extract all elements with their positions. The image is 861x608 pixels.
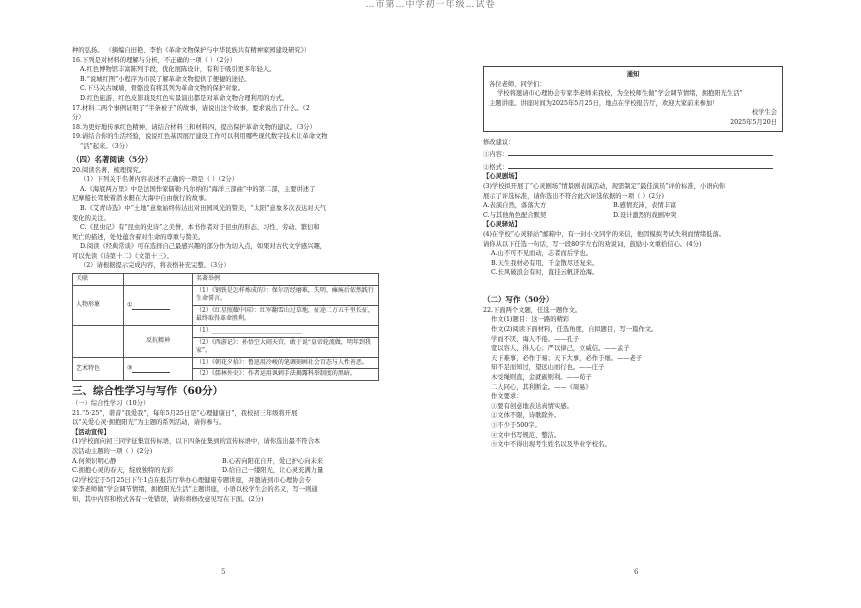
activity-heading: 【活动宣传】 <box>72 428 110 436</box>
requirement-item: ①要有创意地表达真情实感。 <box>491 402 573 410</box>
answer-line[interactable] <box>483 147 783 160</box>
answer-underline <box>508 147 773 156</box>
text-line: 种的弘扬。 （摘编自田艳、李怡《革命文物保护与中华民族共有精神家园建设研究》） <box>72 47 311 54</box>
text-line: (3)学校拟开展了“心灵剧场”情景剧表演活动，现需制定“最佳演员”评价标准，小语向你 <box>483 182 726 190</box>
option-line: C.《昆虫记》有“昆虫的史诗”之美誉，本书作者对于昆虫的形态、习性、劳动、繁衍和 <box>80 224 320 232</box>
text-line: (1)学校面向初三同学征集宣传标语，以下四条征集到的宣传标语中，请你选出最不符合本 <box>72 438 321 446</box>
answer-underline <box>508 160 773 169</box>
option-a: A.表演自然，落落大方 <box>483 202 547 210</box>
text-line: 作文(1)题目：这一路的精彩 <box>491 316 570 324</box>
section-title: （四）名著阅读（5分） <box>72 154 153 164</box>
table-row <box>73 285 379 305</box>
text-line: 家李老师做“学会调节情绪，拥抱阳光生活”主题讲座，小语以校学生会的名义，写一则通 <box>72 486 318 494</box>
text-line: 死亡的描述，处处蕴含着对生命的尊重与赞美。 <box>72 233 205 241</box>
table-cell: （2）《西游记》：孙悟空大闹天宫，敢于说“皇帝轮流做，明年到我家”。 <box>193 337 379 357</box>
table-cell: （2）《儒林外史》：作者运用讽刺手法揭露科举制度的黑暗。 <box>193 369 379 381</box>
text-line: 21.“5·25”，谐音“我爱我”，每年5月25日是“心理健康日”，我校初三年级将开展 <box>72 409 298 417</box>
option-c: C.拥抱心灵的春天，绽放独特的光彩 <box>72 467 174 475</box>
option-line: B.天生我材必有用，千金散尽还复来。 <box>491 259 599 267</box>
notice-box <box>483 66 783 132</box>
quote-line: 学而不厌，诲人不倦。——孔子 <box>491 335 580 343</box>
quote-line: 天下难事，必作于易；天下大事，必作于细。——老子 <box>491 354 643 362</box>
option-line: C.长风破浪会有时，直挂云帆济沧海。 <box>491 269 599 277</box>
requirement-item: ②文体不限，诗歌除外。 <box>491 412 561 420</box>
table-row <box>73 357 379 369</box>
table-cell: （2）《红星照耀中国》：红军翻雪山过草地，征途二万五千里长征，最终取得革命胜利。 <box>193 305 379 325</box>
q22-block <box>483 306 783 392</box>
text-line: 18.为更好地传承红色精神，请结合材料三和材料四，提出保护革命文物的建议。（3分） <box>72 123 316 131</box>
text-line: 17.材料二两个事例证明了“半条被子”的故事，请说出这个故事，要求说出了什么。（2 <box>72 104 310 112</box>
notice-date: 2025年5月20日 <box>730 118 777 126</box>
mailbox-block <box>483 230 783 278</box>
option-line: D.阅读《经典常谈》可在选择自己最感兴趣的部分作为切入点，如果对古代文学感兴趣， <box>80 243 327 251</box>
option-c: C.与其他角色配合默契 <box>483 211 547 219</box>
page-number: 5 <box>221 568 226 576</box>
text-line: “活”起来。（3分） <box>80 142 132 150</box>
table-blank-cell[interactable] <box>124 357 193 380</box>
answer-label: ①内容： <box>483 151 509 159</box>
text-line: 分） <box>72 114 85 122</box>
notice-title: 通知 <box>626 71 640 78</box>
table-row <box>73 326 379 338</box>
option-line: C.下马关古城墙、骨骼没有将其列为革命文物的保护对象。 <box>80 85 245 93</box>
text-line: (4)在学校“心灵驿站”邮箱中，有一封小文同学的来信，他因模拟考试失利而情绪低落。 <box>483 230 726 238</box>
text-line: 次活动主题的一项（ ）(2分) <box>72 447 153 455</box>
text-line: （1）下列关于名著内容表述不正确的一项是（ ）（2分） <box>80 176 238 184</box>
quote-line: 木受绳则直，金就砺则利。——荀子 <box>491 374 592 382</box>
notice-line: 学校将邀请市心理协会专家李老师来我校，为全校师生做“学会调节情绪，拥抱阳光生活” <box>497 90 743 98</box>
subsection-title: （一）综合性学习（10分） <box>72 400 150 407</box>
book-table <box>72 273 379 381</box>
notice-signature: 校学生会 <box>751 109 777 117</box>
section-title: （二）写作（50分） <box>483 294 554 304</box>
option-line: B.《艾青诗选》中“土地”意象始终传达出对田园风光的赞美，“太阳”意象多次表达对天气 <box>80 204 327 212</box>
blank-number: ① <box>127 301 133 309</box>
answer-space <box>483 278 783 292</box>
notice-line: 主题讲座。讲座时间为2025年5月25日，地点在学校报告厅，欢迎大家前来参加！ <box>489 99 719 107</box>
text-line: 可以先读《诗第十二》《文第十三》。 <box>72 252 173 260</box>
activity-heading: 【心灵驿站】 <box>483 221 521 229</box>
table-cell: 反抗精神 <box>124 326 193 358</box>
q21-block <box>72 409 379 505</box>
option-pair <box>72 466 379 476</box>
option-line: A.山不可不见而动，志者而后学也。 <box>491 250 593 258</box>
answer-line[interactable] <box>483 160 783 173</box>
table-blank-cell[interactable]: （1）______________________________ <box>193 326 379 338</box>
text-line: 以“关爱心灵·拥抱阳光”为主题的系列活动，请你参与。 <box>72 419 226 427</box>
answer-label: ②格式： <box>483 163 509 171</box>
text-line: 请你从以下任选一句话，写一段80字左右的劝说词，鼓励小文重拾信心。(4分) <box>483 240 702 248</box>
part-title: 三、综合性学习与写作（60分） <box>72 385 224 397</box>
option-pair <box>483 201 783 211</box>
text-line: 修改建议： <box>483 138 515 146</box>
quote-line: 知不足而知过，望远山而行也。——庄子 <box>491 364 605 372</box>
option-line: A.红色博物馆丰富陈列手段，优化展陈设计，有利于吸引更多年轻人。 <box>80 66 276 74</box>
option-pair <box>483 211 783 221</box>
intro-block <box>72 46 379 152</box>
text-line: 变化的关注。 <box>72 214 110 222</box>
q20-block <box>72 166 379 272</box>
option-d: D.给自己一缕阳光，让心灵充满力量 <box>222 467 324 475</box>
text-line: 尼摩船长驾驶着潜水艇在大海中自由航行的故事。 <box>72 195 211 203</box>
revise-block <box>483 138 783 173</box>
option-d: D.设计激烈的戏剧冲突 <box>613 211 677 219</box>
text-line: (2)学校定于5月25日下午1点在报告厅举办心理健康专题讲座，并邀请到市心理协会专 <box>72 476 312 484</box>
notice-line: 各位老师、同学们： <box>489 80 546 88</box>
table-cell: （1）《朝花夕拾》：鲁迅用冷峻的笔调刻画社会百态与人性善恶。 <box>193 357 379 369</box>
quote-line: 二人同心，其利断金。——《周易》 <box>491 383 592 391</box>
activity-heading: 【心灵剧场】 <box>483 173 521 181</box>
table-header-cell: 关联 <box>73 274 124 286</box>
table-cell: 人物形象 <box>73 285 124 325</box>
option-pair <box>72 457 379 467</box>
theater-block <box>483 182 783 220</box>
table-header-cell: 名著举例 <box>193 274 379 286</box>
text-line: 16.下列是对材料的理解与分析，不正确的一项（ ）（2分） <box>72 56 236 64</box>
requirements-title: 作文要求： <box>491 393 523 401</box>
blank-underline <box>132 301 170 310</box>
page-number: 6 <box>634 568 639 576</box>
option-line: B.“说城红图”小程序为市民了解革命文物提供了便捷的途径。 <box>80 75 251 83</box>
header-title: …市第…中学初一年级…试卷 <box>365 0 496 10</box>
text-line: 展示了评选标准，请你选出不符合此次评选依据的一项（ ）(2分) <box>483 192 664 200</box>
text-line: 20.阅读名著，梳理探究。 <box>72 166 145 174</box>
blank-underline <box>132 364 170 373</box>
option-line: D.红色旅游、红色皮影戏及红色实景演出都是对革命文物合理利用的方式。 <box>80 94 289 102</box>
option-a: A.何须识明心静 <box>72 457 117 465</box>
option-b: B.感情充沛，表情丰富 <box>613 202 677 210</box>
text-line: 知，其中内容和格式各有一处错误，请你将修改意见写在下面。(2分) <box>72 495 264 503</box>
requirements-list <box>483 402 783 450</box>
table-blank-cell[interactable] <box>124 285 193 325</box>
text-line: 19.请结合你的生活经验，说说红色基因展厅建设工作可以利用哪些现代数字技术让革命文物 <box>72 133 328 141</box>
page-header <box>0 0 861 10</box>
requirement-item: ③不少于500字。 <box>491 422 541 429</box>
option-line: A.《海底两万里》中是法国作家儒勒·凡尔纳的“海洋三部曲”中的第二部，主要讲述了 <box>80 185 316 193</box>
table-cell: 艺术特色 <box>73 357 124 380</box>
text-line: 作文(2)阅读下面材料，任选角度，自拟题目，写一篇作文。 <box>491 326 658 334</box>
option-b: B.心若向阳花自开，爱已护心向未来 <box>222 457 324 465</box>
text-line: （2）请根据提示完成内容，将表格补充完整。（3分） <box>80 262 230 270</box>
table-cell <box>73 326 124 358</box>
table-header-cell <box>124 274 193 286</box>
quote-line: 宽以容人，得人心；严以律己，立威信。——孟子 <box>491 345 630 353</box>
right-column <box>483 56 783 450</box>
requirement-item: ④文中书写规范、整洁。 <box>491 431 561 439</box>
table-cell: （1）《钢铁是怎样炼成的》：保尔历经磨难，失明、瘫痪后依然践行生命誓言。 <box>193 285 379 305</box>
left-column <box>72 46 379 505</box>
requirement-item: ⑤文中不得出现考生姓名以及毕业学校名。 <box>491 441 611 449</box>
blank-number: ③ <box>127 364 133 372</box>
text-line: 22.下面两个文题，任选一题作文。 <box>483 306 582 314</box>
table-header-row <box>73 274 379 286</box>
